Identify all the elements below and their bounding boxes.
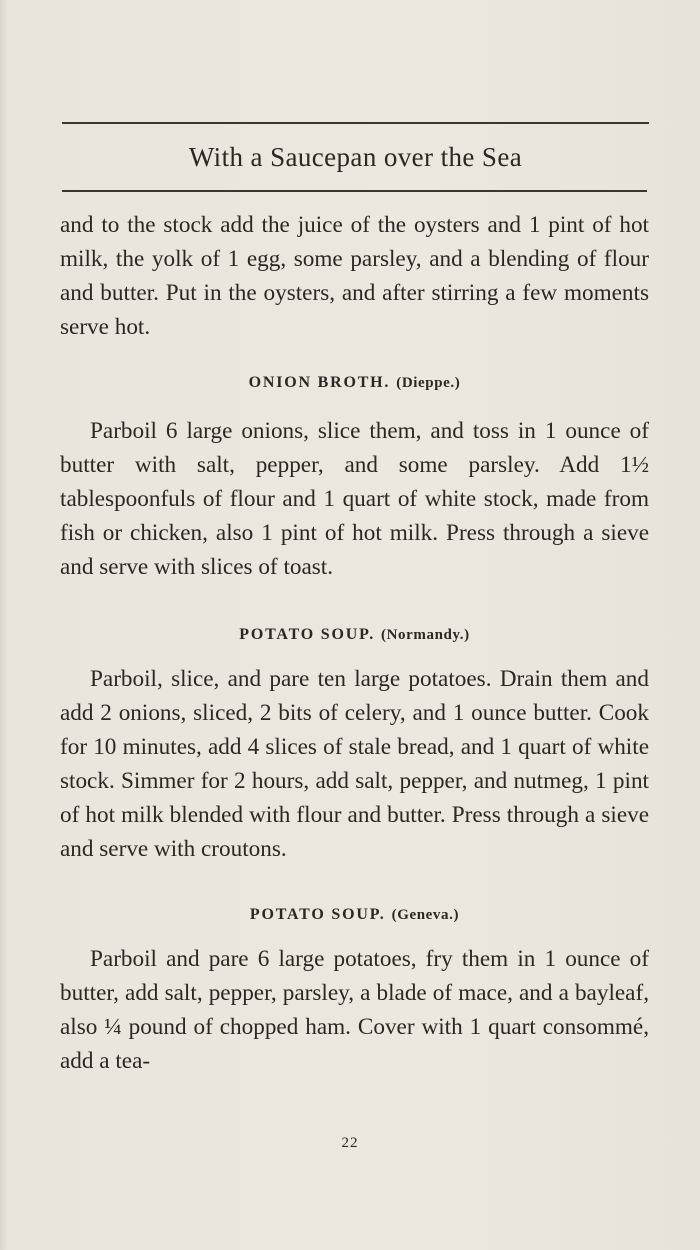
- recipe-body: Parboil, slice, and pare ten large potatoes. Drain them and add 2 onions, sliced, 2 bits of celery, and 1 ounce butter. Cook for 10 minutes, add 4 slices of stale bread, and 1 quart of white stock. Simmer for 2 hours, add salt, pepper, and nutmeg, 1 pint of hot milk blended with flour and butter. Press through a sieve and serve with croutons.: [60, 666, 649, 862]
- recipe-place: (Normandy.): [381, 627, 470, 643]
- recipe-potato-soup-geneva: [60, 904, 649, 1078]
- page-body: [60, 208, 649, 1078]
- continuation-paragraph: and to the stock add the juice of the oysters and 1 pint of hot milk, the yolk of 1 egg, some parsley, and a blending of flour and butter. Put in the oysters, and after stirring a few moments serve hot.: [60, 212, 649, 340]
- page-number: 22: [341, 1135, 359, 1151]
- recipe-body: Parboil 6 large onions, slice them, and toss in 1 ounce of butter with salt, pepper, and some parsley. Add 1½ tablespoonfuls of flour and 1 quart of white stock, made from fish or chicken, also 1 pint of hot milk. Press through a sieve and serve with slices of toast.: [60, 418, 649, 580]
- header-rule-top: [62, 122, 649, 124]
- recipe-heading: [60, 904, 649, 926]
- recipe-title: POTATO SOUP.: [239, 626, 375, 643]
- running-head: With a Saucepan over the Sea: [188, 142, 523, 172]
- recipe-title: ONION BROTH.: [248, 374, 391, 391]
- recipe-title: POTATO SOUP.: [249, 906, 386, 923]
- recipe-heading: [60, 372, 649, 394]
- recipe-place: (Geneva.): [391, 907, 460, 923]
- header-rule-bottom: [62, 190, 647, 192]
- recipe-heading: [60, 624, 649, 646]
- recipe-potato-soup-normandy: [60, 624, 649, 866]
- recipe-onion-broth: [60, 372, 649, 584]
- recipe-body: Parboil and pare 6 large potatoes, fry them in 1 ounce of butter, add salt, pepper, parsley, a blade of mace, and a bayleaf, also ¼ pound of chopped ham. Cover with 1 quart consommé, add a tea-: [60, 946, 649, 1074]
- recipe-place: (Dieppe.): [396, 375, 461, 391]
